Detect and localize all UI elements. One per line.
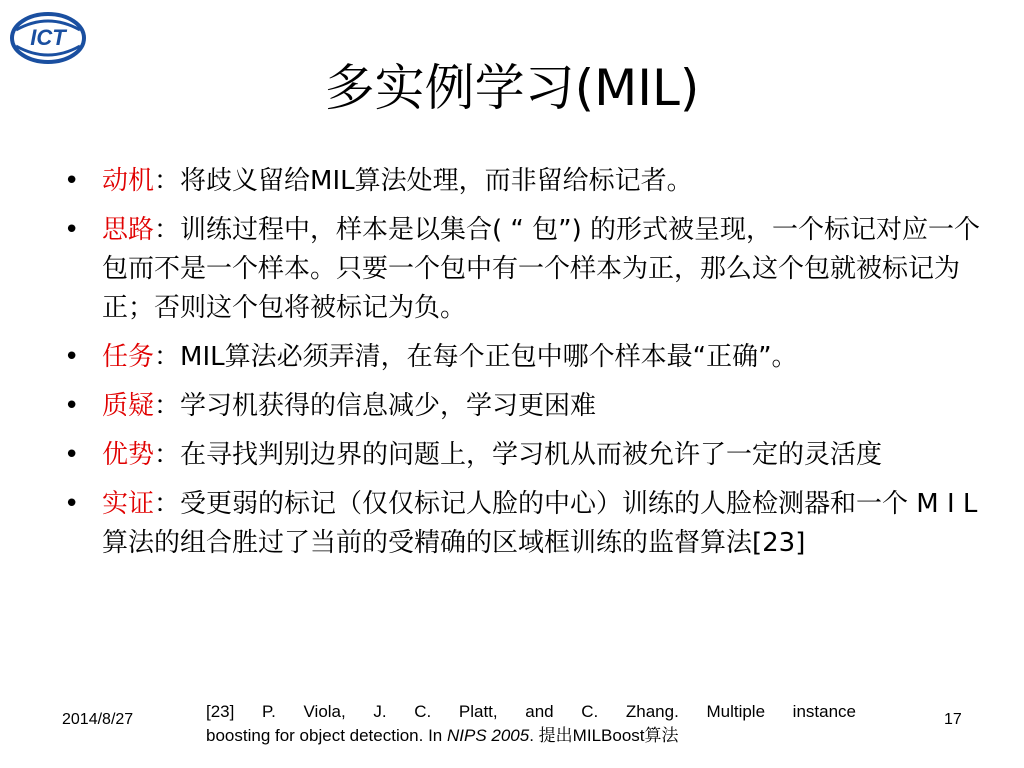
reference-line-2-end: . 提出MILBoost算法 [529,726,679,745]
bullet-task [60,338,1000,377]
bullet-text: ：MIL算法必须弄清，在每个正包中哪个样本最“正确”。 [154,342,798,372]
bullet-text: ：在寻找判别边界的问题上，学习机从而被允许了一定的灵活度 [154,440,883,470]
bullet-dot-icon: • [64,166,80,196]
bullet-keyword: 质疑 [102,391,155,421]
bullet-keyword: 思路 [102,215,155,245]
bullet-text: ：受更弱的标记（仅仅标记人脸的中心）训练的人脸检测器和一个 M I L 算法的组合胜过了当前的受精确的区域框训练的监督算法[23] [102,489,978,558]
footer-date: 2014/8/27 [62,711,134,728]
bullet-approach [60,211,1000,328]
bullet-text: ：将歧义留给MIL算法处理，而非留给标记者。 [154,166,693,196]
bullet-keyword: 实证 [102,489,155,519]
reference-line-1: [23] P. Viola, J. C. Platt, and C. Zhang. Multiple instance [206,702,856,721]
reference-line-2-start: boosting for object detection. In [206,726,447,745]
svg-text:ICT: ICT [30,25,66,50]
bullet-doubt [60,387,1000,426]
bullet-dot-icon: • [64,215,80,245]
bullet-evidence [60,485,1000,563]
reference-venue: NIPS 2005 [447,726,530,745]
bullet-text: ：训练过程中，样本是以集合( “ 包”) 的形式被呈现，一个标记对应一个包而不是一个样本。只要一个包中有一个样本为正，那么这个包就被标记为正；否则这个包将被标记为负。 [102,215,981,323]
footer-reference [206,700,856,748]
slide-title: 多实例学习(MIL) [324,59,700,117]
bullet-keyword: 动机 [102,166,155,196]
bullet-advantage [60,436,1000,475]
bullet-list [60,162,1000,573]
reference-line-2 [206,726,679,745]
bullet-motivation [60,162,1000,201]
bullet-dot-icon: • [64,489,80,519]
page-number: 17 [944,711,962,728]
bullet-dot-icon: • [64,391,80,421]
bullet-text: ：学习机获得的信息减少，学习更困难 [154,391,597,421]
bullet-dot-icon: • [64,342,80,372]
bullet-dot-icon: • [64,440,80,470]
bullet-keyword: 任务 [102,342,155,372]
bullet-keyword: 优势 [102,440,155,470]
